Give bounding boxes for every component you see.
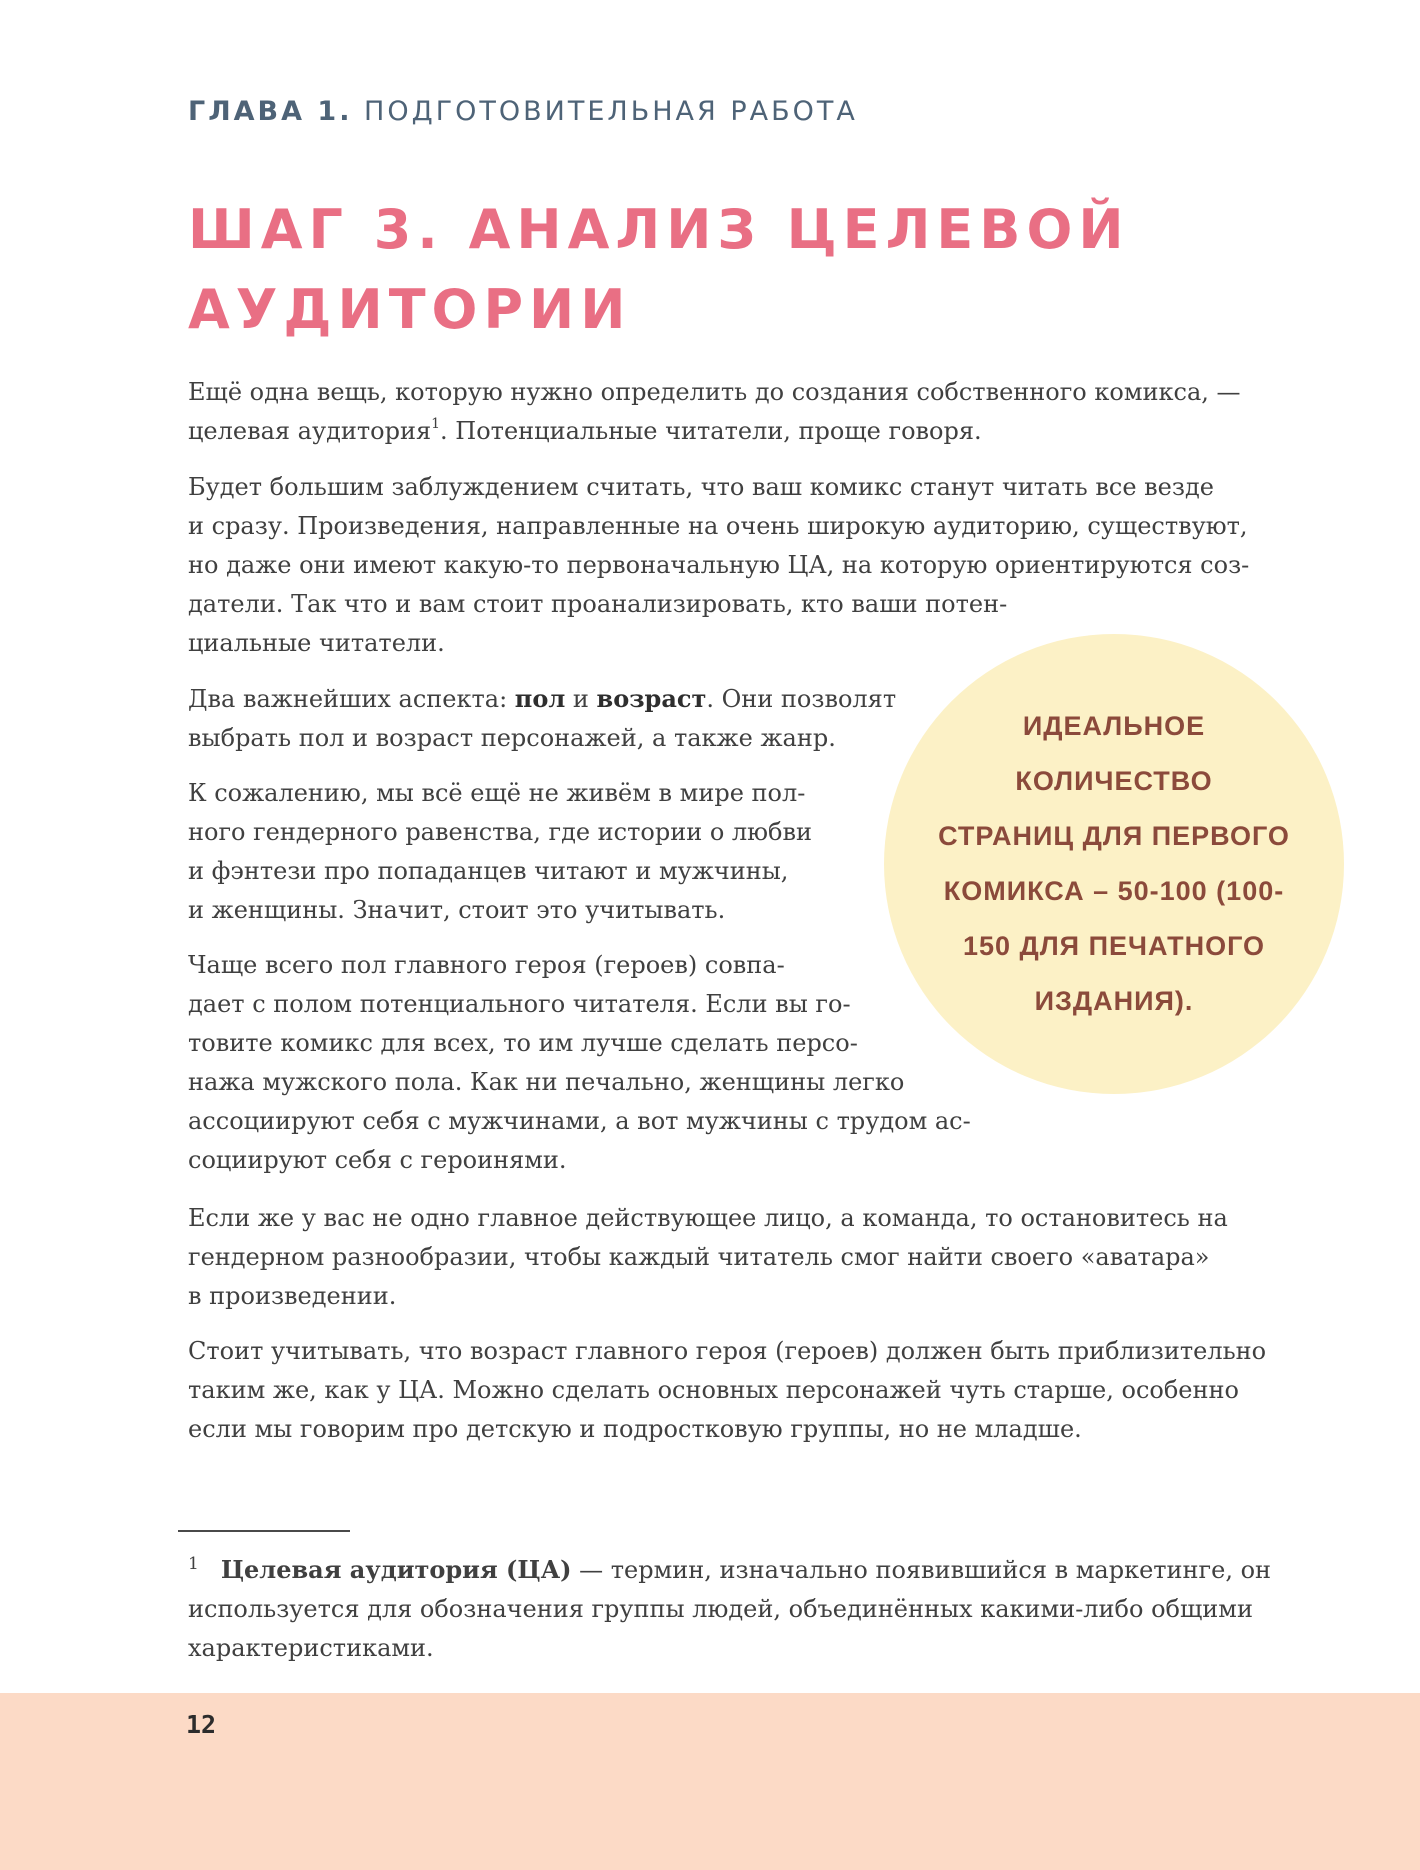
paragraph-1: [188, 373, 1241, 451]
paragraph-line: дает с полом потенциального читателя. Если вы го-: [188, 990, 851, 1018]
footnote-term: Целевая аудитория (ЦА): [220, 1555, 572, 1584]
paragraph-line: Стоит учитывать, что возраст главного героя (героев) должен быть приблизительно: [188, 1337, 1267, 1365]
paragraph-4: [188, 774, 812, 930]
paragraph-2: [188, 468, 1249, 663]
paragraph-line: ного гендерного равенства, где истории о любви: [188, 818, 812, 846]
paragraph-line: и сразу. Произведения, направленные на очень широкую аудиторию, существуют,: [188, 512, 1248, 540]
chapter-label: ГЛАВА 1.: [188, 96, 353, 127]
footnote-line: [188, 1550, 1271, 1590]
chapter-title: ПОДГОТОВИТЕЛЬНАЯ РАБОТА: [364, 96, 858, 127]
paragraph-line: К сожалению, мы всё ещё не живём в мире пол-: [188, 779, 806, 807]
callout-line: 150 ДЛЯ ПЕЧАТНОГО: [962, 931, 1266, 961]
paragraph-line: но даже они имеют какую-то первоначальную ЦА, на которую ориентируются соз-: [188, 551, 1250, 579]
callout-line: КОМИКСА – 50-100 (100-: [943, 876, 1285, 906]
callout-line: КОЛИЧЕСТВО: [1015, 766, 1213, 796]
page-title: [188, 190, 1188, 350]
callout-line: ИЗДАНИЯ).: [1034, 986, 1194, 1016]
chapter-header: [188, 96, 858, 127]
paragraph-line: товите комикс для всех, то им лучше сделать персо-: [188, 1029, 858, 1057]
paragraph-line: и фэнтези про попаданцев читают и мужчины,: [188, 857, 789, 885]
footnote-line: характеристиками.: [188, 1634, 434, 1662]
page-number: 12: [186, 1710, 217, 1739]
footnote: [188, 1550, 1271, 1668]
paragraph-line: Если же у вас не одно главное действующее лицо, а команда, то остановитесь на: [188, 1204, 1228, 1232]
paragraph-line: [188, 679, 896, 719]
bold-term-age: возраст: [596, 684, 707, 713]
paragraph-line: [188, 412, 1241, 451]
paragraph-line: Чаще всего пол главного героя (героев) совпа-: [188, 951, 785, 979]
paragraph-line: нажа мужского пола. Как ни печально, женщины легко: [188, 1068, 905, 1096]
paragraph-line: гендерном разнообразии, чтобы каждый читатель смог найти своего «аватара»: [188, 1243, 1210, 1271]
page-title-line-2: АУДИТОРИИ: [188, 278, 632, 341]
callout-circle: [884, 634, 1344, 1094]
paragraph-line: в произведении.: [188, 1282, 397, 1310]
paragraph-text: . Потенциальные читатели, проще говоря.: [440, 417, 982, 445]
paragraph-line: таким же, как у ЦА. Можно сделать основных персонажей чуть старше, особенно: [188, 1376, 1239, 1404]
paragraph-line: если мы говорим про детскую и подростковую группы, но не младше.: [188, 1415, 1082, 1443]
paragraph-text: и: [565, 685, 597, 713]
term-text: целевая аудитория: [188, 417, 432, 445]
footnote-text: — термин, изначально появившийся в маркетинге, он: [571, 1556, 1272, 1584]
paragraph-line: датели. Так что и вам стоит проанализировать, кто ваши потен-: [188, 590, 1008, 618]
paragraph-line: социируют себя с героинями.: [188, 1146, 567, 1174]
footnote-line: используется для обозначения группы людей, объединённых какими-либо общими: [188, 1595, 1253, 1623]
callout-line: ИДЕАЛЬНОЕ: [1022, 711, 1206, 741]
page-title-line-1: ШАГ 3. АНАЛИЗ ЦЕЛЕВОЙ: [188, 198, 1130, 261]
paragraph-5: [188, 946, 971, 1180]
paragraph-text: Два важнейших аспекта:: [188, 685, 515, 713]
footnote-divider: [178, 1530, 350, 1532]
paragraph-line: циальные читатели.: [188, 629, 445, 657]
paragraph-6: [188, 1199, 1228, 1316]
paragraph-line: Будет большим заблуждением считать, что ваш комикс станут читать все везде: [188, 473, 1214, 501]
paragraph-line: и женщины. Значит, стоит это учитывать.: [188, 896, 726, 924]
callout-line: СТРАНИЦ ДЛЯ ПЕРВОГО: [938, 821, 1290, 851]
paragraph-7: [188, 1332, 1266, 1449]
paragraph-3: [188, 679, 896, 758]
paragraph-line: ассоциируют себя с мужчинами, а вот мужчины с трудом ас-: [188, 1107, 971, 1135]
paragraph-line: выбрать пол и возраст персонажей, а также жанр.: [188, 724, 836, 752]
paragraph-text: . Они позволят: [706, 685, 897, 713]
footnote-mark: 1: [188, 1554, 199, 1574]
bold-term-gender: пол: [514, 684, 566, 713]
footnote-ref[interactable]: 1: [431, 416, 441, 432]
paragraph-line: Ещё одна вещь, которую нужно определить до создания собственного комикса, —: [188, 378, 1241, 406]
